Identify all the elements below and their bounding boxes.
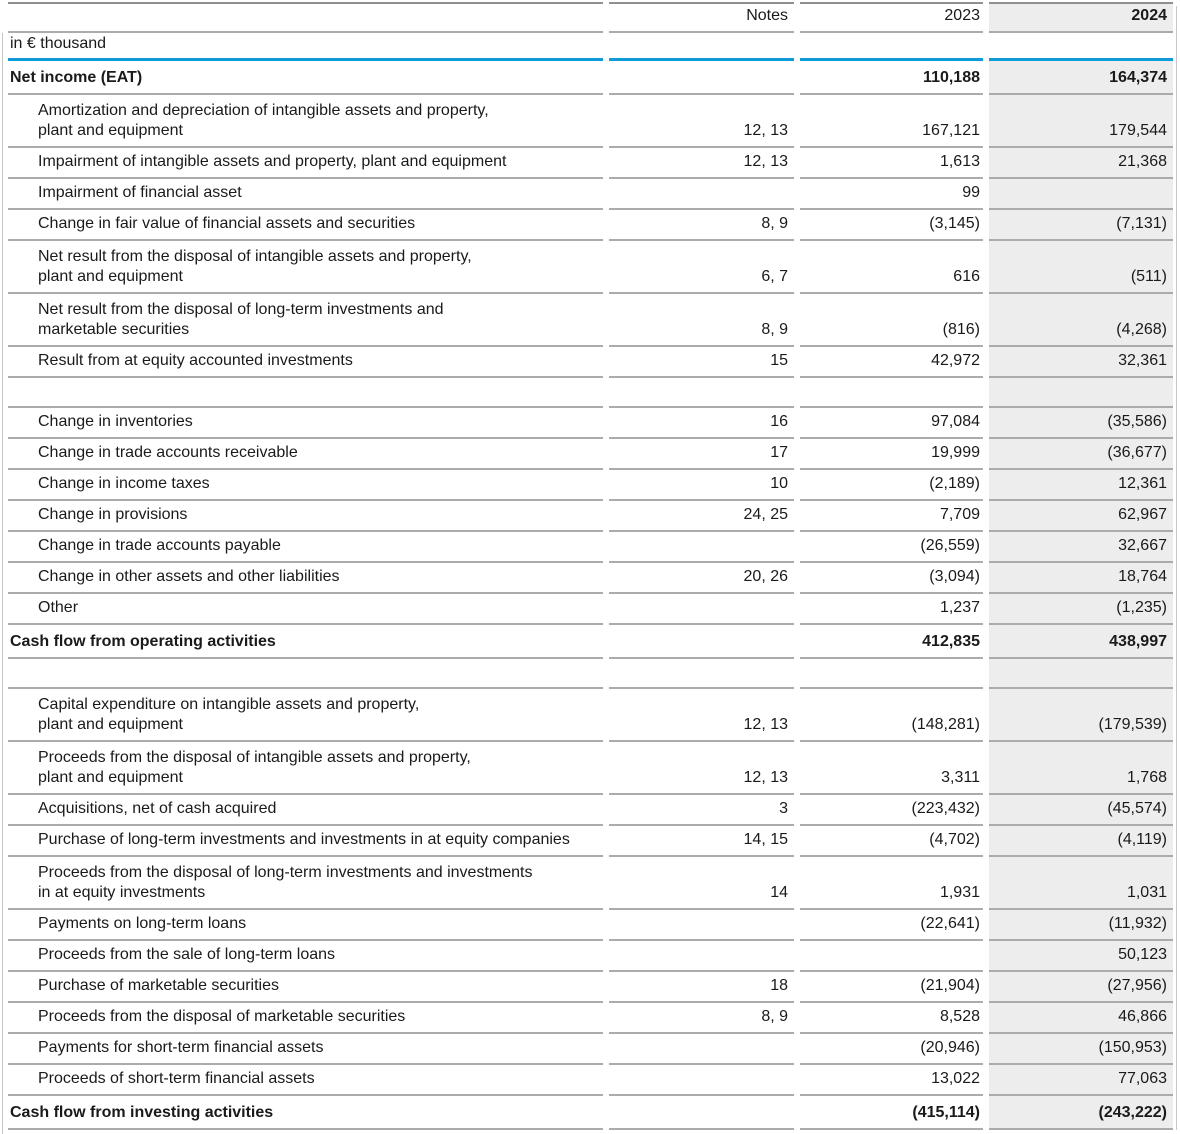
value-2023: (3,145) [800,210,983,241]
value-2024: 438,997 [989,625,1173,659]
table-row [8,347,1173,378]
value-2024: (11,932) [989,910,1173,941]
row-label-line: plant and equipment [38,769,183,786]
row-label [8,826,603,857]
row-label-line: Cash flow from investing activities [10,1104,274,1121]
column-header-2023: 2023 [800,2,983,33]
row-label [8,241,603,294]
row-label [8,378,603,408]
row-label [8,1034,603,1065]
value-2023: 1,613 [800,148,983,179]
row-notes [609,1065,794,1096]
table-row [8,148,1173,179]
row-label [8,532,603,563]
table-row [8,532,1173,563]
row-notes: 15 [609,347,794,378]
value-2024: 46,866 [989,1003,1173,1034]
row-notes [609,594,794,625]
row-label-line: Other [38,599,79,616]
row-label [8,501,603,532]
row-notes [609,910,794,941]
row-label-line: Impairment of financial asset [38,184,242,201]
row-notes [609,941,794,972]
table-row [8,826,1173,857]
table-row [8,594,1173,625]
row-notes: 3 [609,795,794,826]
row-label [8,439,603,470]
table-row [8,689,1173,742]
row-notes [609,1034,794,1065]
value-2023: 1,237 [800,594,983,625]
row-label [8,689,603,742]
value-2023 [800,378,983,408]
value-2024: 32,667 [989,532,1173,563]
row-label [8,910,603,941]
row-notes: 16 [609,408,794,439]
value-2023: (21,904) [800,972,983,1003]
column-header-empty [8,2,603,33]
value-2023: 167,121 [800,95,983,148]
row-label-line: Capital expenditure on intangible assets and property, [38,696,420,713]
value-2024: 18,764 [989,563,1173,594]
table-row [8,210,1173,241]
value-2023: 7,709 [800,501,983,532]
row-notes [609,179,794,210]
row-notes: 12, 13 [609,689,794,742]
row-label [8,210,603,241]
row-label [8,563,603,594]
row-label-line: Proceeds from the sale of long-term loans [38,946,336,963]
value-2023 [800,941,983,972]
value-2024: (27,956) [989,972,1173,1003]
table-body [8,61,1173,1130]
row-label [8,795,603,826]
row-notes [609,61,794,95]
table-row [8,501,1173,532]
row-label-line: Proceeds from the disposal of marketable securities [38,1008,406,1025]
value-2024: 164,374 [989,61,1173,95]
value-2023: (4,702) [800,826,983,857]
value-2023 [800,659,983,689]
unit-row-2024-cell [989,33,1173,61]
value-2024: (45,574) [989,795,1173,826]
table-row [8,294,1173,347]
row-notes [609,378,794,408]
row-label-line: Proceeds from the disposal of long-term investments and investments [38,864,533,881]
row-notes: 14 [609,857,794,910]
value-2023: (816) [800,294,983,347]
value-2023: (3,094) [800,563,983,594]
value-2024: 1,031 [989,857,1173,910]
value-2024: 12,361 [989,470,1173,501]
value-2023: 19,999 [800,439,983,470]
table-row [8,1065,1173,1096]
row-notes: 17 [609,439,794,470]
row-notes: 12, 13 [609,95,794,148]
row-notes: 24, 25 [609,501,794,532]
row-label-line: Change in trade accounts payable [38,537,281,554]
spacer-row [8,659,1173,689]
value-2024: (4,268) [989,294,1173,347]
value-2024 [989,378,1173,408]
value-2024: 179,544 [989,95,1173,148]
row-notes: 10 [609,470,794,501]
value-2024: 1,768 [989,742,1173,795]
row-notes [609,1096,794,1130]
row-label-line: Amortization and depreciation of intangible assets and property, [38,102,489,119]
row-label [8,972,603,1003]
value-2024: (36,677) [989,439,1173,470]
value-2024 [989,659,1173,689]
row-label-line: plant and equipment [38,122,183,139]
value-2024: (243,222) [989,1096,1173,1130]
row-label-line: Net result from the disposal of long-term investments and [38,301,444,318]
table-row [8,742,1173,795]
value-2023: 97,084 [800,408,983,439]
row-label-line: plant and equipment [38,716,183,733]
row-label [8,95,603,148]
value-2023: 99 [800,179,983,210]
row-notes: 12, 13 [609,742,794,795]
row-label-line: Result from at equity accounted investments [38,352,353,369]
row-notes: 18 [609,972,794,1003]
table-row [8,1034,1173,1065]
row-label [8,857,603,910]
value-2023: 1,931 [800,857,983,910]
row-label-line: Proceeds from the disposal of intangible assets and property, [38,749,471,766]
value-2023: (148,281) [800,689,983,742]
row-label-line: Change in inventories [38,413,193,430]
value-2023: 13,022 [800,1065,983,1096]
value-2023: (20,946) [800,1034,983,1065]
row-label [8,659,603,689]
value-2024: 62,967 [989,501,1173,532]
table-row [8,1003,1173,1034]
row-label-line: Change in trade accounts receivable [38,444,298,461]
unit-label: in € thousand [8,33,603,61]
value-2023: 412,835 [800,625,983,659]
value-2023: (223,432) [800,795,983,826]
row-label [8,470,603,501]
value-2023: (26,559) [800,532,983,563]
value-2023: 8,528 [800,1003,983,1034]
row-label [8,1065,603,1096]
row-label-line: Acquisitions, net of cash acquired [38,800,277,817]
row-label-line: Net income (EAT) [10,69,143,86]
value-2024: (179,539) [989,689,1173,742]
value-2024: 50,123 [989,941,1173,972]
value-2023: (22,641) [800,910,983,941]
table-row [8,95,1173,148]
value-2023: (415,114) [800,1096,983,1130]
row-label-line: Change in fair value of financial assets and securities [38,215,416,232]
spacer-row [8,378,1173,408]
table-row [8,857,1173,910]
row-label [8,1003,603,1034]
row-notes: 6, 7 [609,241,794,294]
value-2023: (2,189) [800,470,983,501]
value-2023: 616 [800,241,983,294]
table-row [8,910,1173,941]
table-row [8,1096,1173,1130]
value-2024: 32,361 [989,347,1173,378]
row-label-line: in at equity investments [38,884,206,901]
table-row [8,972,1173,1003]
row-label-line: Payments on long-term loans [38,915,247,932]
value-2024: (150,953) [989,1034,1173,1065]
row-notes [609,659,794,689]
row-label-line: Impairment of intangible assets and property, plant and equipment [38,153,507,170]
table-row [8,795,1173,826]
value-2024: 77,063 [989,1065,1173,1096]
row-label-line: Purchase of long-term investments and investments in at equity companies [38,831,570,848]
table-row [8,941,1173,972]
table-row [8,625,1173,659]
row-notes: 14, 15 [609,826,794,857]
value-2024: (511) [989,241,1173,294]
table-row [8,439,1173,470]
unit-row-notes-cell [609,33,794,61]
row-label-line: Payments for short-term financial assets [38,1039,324,1056]
value-2024: (1,235) [989,594,1173,625]
row-label [8,625,603,659]
table-header-row [8,2,1173,33]
value-2024: (35,586) [989,408,1173,439]
row-label-line: Net result from the disposal of intangible assets and property, [38,248,472,265]
row-notes [609,532,794,563]
row-label-line: Change in other assets and other liabilities [38,568,340,585]
row-label [8,742,603,795]
value-2023: 42,972 [800,347,983,378]
row-notes: 8, 9 [609,1003,794,1034]
table-row [8,179,1173,210]
column-header-2024: 2024 [989,2,1173,33]
value-2024 [989,179,1173,210]
row-label [8,61,603,95]
row-label [8,408,603,439]
value-2023: 3,311 [800,742,983,795]
row-notes: 8, 9 [609,294,794,347]
table-row [8,241,1173,294]
value-2024: (7,131) [989,210,1173,241]
row-label [8,1096,603,1130]
row-notes: 8, 9 [609,210,794,241]
unit-row-2023-cell [800,33,983,61]
row-label-line: marketable securities [38,321,190,338]
row-notes: 12, 13 [609,148,794,179]
row-label [8,347,603,378]
row-label [8,594,603,625]
row-label [8,179,603,210]
row-label [8,941,603,972]
row-label-line: Proceeds of short-term financial assets [38,1070,315,1087]
value-2024: 21,368 [989,148,1173,179]
cash-flow-table [8,2,1173,1130]
table-row [8,61,1173,95]
row-label [8,294,603,347]
value-2023: 110,188 [800,61,983,95]
row-notes [609,625,794,659]
unit-row [8,33,1173,61]
column-header-notes: Notes [609,2,794,33]
row-label-line: plant and equipment [38,268,183,285]
table-row [8,470,1173,501]
value-2024: (4,119) [989,826,1173,857]
row-notes: 20, 26 [609,563,794,594]
row-label-line: Cash flow from operating activities [10,633,276,650]
row-label-line: Purchase of marketable securities [38,977,279,994]
row-label-line: Change in provisions [38,506,188,523]
table-row [8,408,1173,439]
row-label-line: Change in income taxes [38,475,210,492]
row-label [8,148,603,179]
table-row [8,563,1173,594]
